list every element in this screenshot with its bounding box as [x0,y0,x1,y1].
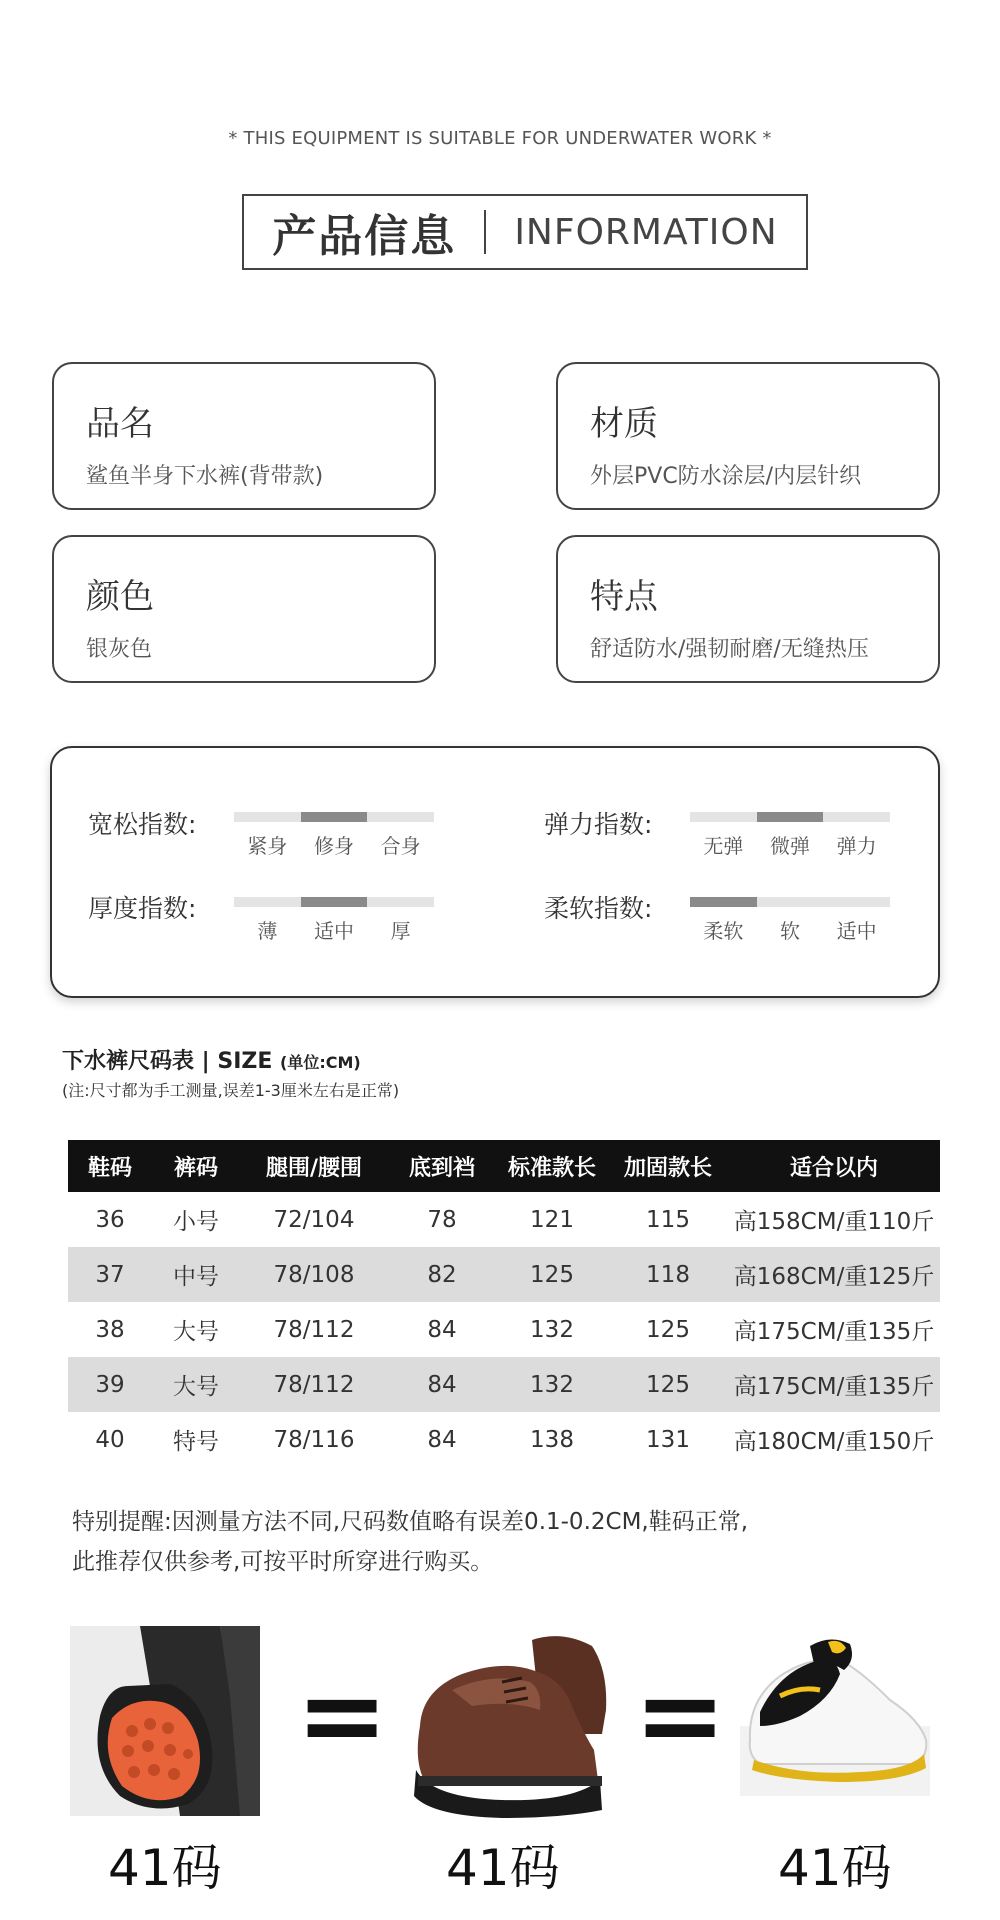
shoe-size-label: 41码 [446,1839,560,1897]
index-option: 薄 [257,919,278,943]
table-cell: 84 [388,1357,496,1412]
table-cell: 125 [496,1247,608,1302]
leather-shoe-icon [412,1630,608,1820]
header-cell: 裤码 [152,1140,240,1192]
table-cell: 78/116 [273,1426,355,1453]
table-cell: 37 [68,1247,152,1302]
index-bar [690,812,890,822]
size-table-header [68,1140,940,1192]
index-bar [234,812,434,822]
index-option: 合身 [380,834,421,858]
index-option: 紧身 [247,834,288,858]
info-card-value: 舒适防水/强韧耐磨/无缝热压 [590,637,869,662]
table-cell: 84 [427,1426,457,1453]
reminder-line: 此推荐仅供参考,可按平时所穿进行购买。 [72,1549,494,1575]
table-cell: 125 [646,1316,690,1343]
header-cell: 腿围/腰围 [240,1140,388,1192]
table-cell: 78/112 [240,1357,388,1412]
reminder-line: 特别提醒:因测量方法不同,尺码数值略有误差0.1-0.2CM,鞋码正常, [72,1509,749,1535]
equals-sign: = [634,1651,727,1779]
index-option: 柔软 [703,919,744,943]
equals-sign: = [296,1651,389,1779]
index-label-thickness: 厚度指数: [88,894,197,923]
size-table [68,1140,940,1467]
table-cell: 大号 [173,1319,219,1345]
sneaker-image [740,1630,930,1796]
sneaker-icon [740,1630,930,1796]
index-option: 适中 [836,919,877,943]
table-row [68,1192,940,1247]
info-card-value: 鲨鱼半身下水裤(背带款) [86,464,324,489]
info-card-value: 银灰色 [86,637,153,662]
index-scale-elasticity [690,812,890,859]
index-option: 适中 [314,919,354,943]
index-bar [234,897,434,907]
index-scale-softness [690,897,890,944]
shoe-size-label: 41码 [778,1839,892,1897]
table-cell: 78/108 [240,1247,388,1302]
measurement-reminder [72,1502,748,1582]
leather-shoe-image [412,1630,608,1820]
info-card-value: 外层PVC防水涂层/内层针织 [590,464,862,489]
index-option: 修身 [314,834,354,858]
table-cell: 小号 [173,1209,219,1235]
table-cell: 特号 [173,1429,219,1455]
index-scale-thickness [234,897,434,944]
table-cell: 131 [646,1426,690,1453]
index-option: 无弹 [703,834,744,858]
index-scale-looseness [234,812,434,859]
table-cell: 中号 [152,1247,240,1302]
table-cell: 40 [95,1426,125,1453]
size-chart-note: (注:尺寸都为手工测量,误差1-3厘米左右是正常) [62,1081,400,1100]
index-option: 软 [780,919,800,943]
header-cell: 加固款长 [608,1140,728,1192]
size-chart-title-text: 下水裤尺码表 | SIZE [62,1049,273,1074]
table-cell: 高175CM/重135斤 [733,1319,935,1345]
table-cell: 118 [608,1247,728,1302]
table-row [68,1247,940,1302]
table-cell: 高158CM/重110斤 [733,1209,935,1235]
table-cell: 78/112 [273,1316,355,1343]
shoe-size-label: 41码 [108,1839,222,1897]
table-row [68,1302,940,1357]
table-cell: 132 [496,1357,608,1412]
title-divider [484,210,486,254]
table-cell: 高180CM/重150斤 [733,1429,935,1455]
table-cell: 39 [68,1357,152,1412]
info-card-color [52,535,436,683]
header-cell: 标准款长 [496,1140,608,1192]
table-cell: 高175CM/重135斤 [728,1357,940,1412]
index-option: 厚 [390,919,411,943]
index-option: 弹力 [836,834,877,858]
info-card-label: 材质 [590,404,658,444]
table-cell: 132 [530,1316,574,1343]
index-option: 微弹 [770,834,810,858]
wader-boot-image [70,1626,260,1816]
table-cell: 115 [646,1206,690,1233]
table-cell: 138 [530,1426,574,1453]
header-cell: 鞋码 [68,1140,152,1192]
wader-boot-icon [70,1626,260,1816]
info-card-label: 品名 [86,404,154,444]
size-chart-unit: (单位:CM) [280,1053,361,1072]
table-cell: 大号 [152,1357,240,1412]
title-en: INFORMATION [514,211,778,253]
fabric-index-panel [50,746,940,998]
equipment-note: * THIS EQUIPMENT IS SUITABLE FOR UNDERWATER WORK * [228,128,772,149]
info-card-features [556,535,940,683]
table-cell: 78 [427,1206,457,1233]
table-cell: 121 [530,1206,574,1233]
table-cell: 125 [608,1357,728,1412]
info-card-label: 颜色 [86,577,154,617]
info-card-material [556,362,940,510]
table-cell: 82 [388,1247,496,1302]
table-cell: 84 [427,1316,457,1343]
table-row [68,1412,940,1467]
table-cell: 72/104 [273,1206,355,1233]
index-label-looseness: 宽松指数: [88,810,197,839]
table-cell: 高168CM/重125斤 [728,1247,940,1302]
header-cell: 适合以内 [728,1140,940,1192]
info-card-name [52,362,436,510]
header-cell: 底到裆 [388,1140,496,1192]
title-cn: 产品信息 [272,211,457,262]
index-bar [690,897,890,907]
table-cell: 38 [95,1316,125,1343]
table-row [68,1357,940,1412]
info-card-label: 特点 [590,577,658,617]
table-cell: 36 [95,1206,125,1233]
size-chart-title [62,1044,361,1075]
information-title-box [242,194,808,270]
index-label-softness: 柔软指数: [544,894,653,923]
index-label-elasticity: 弹力指数: [544,810,653,839]
